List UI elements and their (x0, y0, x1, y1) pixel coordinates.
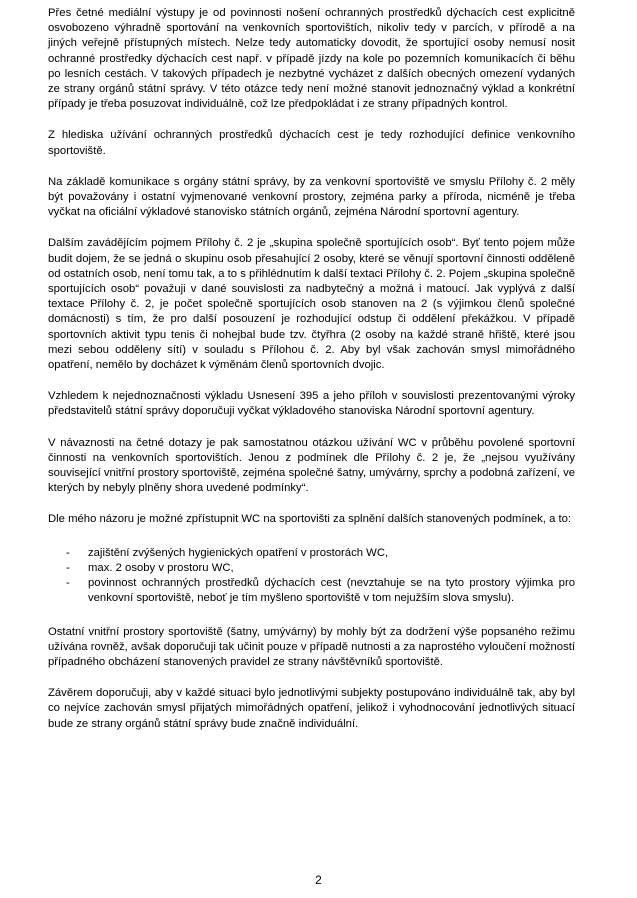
paragraph-resolution-395: Vzhledem k nejednoznačnosti výkladu Usnesení 395 a jeho příloh v souvislosti prezentovanými výroky představitelů státní správy doporučuji vyčkat výkladového stanoviska Národní sportovní agentury. (48, 390, 575, 418)
paragraph-other-indoor-spaces: Ostatní vnitřní prostory sportoviště (šatny, umývárny) by mohly být za dodržení výše popsaného režimu užívána rovněž, avšak doporučuji tak učinit pouze v případě nutnosti a za naprostého vyloučení možností případného obcházení stanovených pravidel ze strany návštěvníků sportoviště. (48, 625, 575, 668)
document-page (48, 6, 575, 748)
list-item (48, 546, 575, 561)
paragraph-state-administration: Na základě komunikace s orgány státní správy, by za venkovní sportoviště ve smyslu Přílohy č. 2 měly být považovány i ostatní vyjmenované venkovní prostory, zejména parky a příroda, nicméně je třeba vyčkat na oficiální výkladové stanovisko státních orgánů, zejména Národní sportovní agentury. (48, 175, 575, 219)
list-item-text: max. 2 osoby v prostoru WC, (88, 561, 234, 574)
list-item-text: povinnost ochranných prostředků dýchacích cest (nevztahuje se na tyto prostory výjimka pro venkovní sportoviště, neboť je tím myšleno sportoviště v tom nejužším slova smyslu). (88, 577, 575, 605)
list-bullet: - (66, 577, 70, 590)
wc-conditions-list (48, 546, 575, 607)
list-bullet: - (66, 561, 70, 574)
paragraph-wc-usage: V návaznosti na četné dotazy je pak samostatnou otázkou užívání WC v průběhu povolené sportovní činnosti na venkovních sportovištích. Jenou z podmínek dle Přílohy č. 2 je, že „nejsou využívány související vnitřní prostory sportoviště, zejména společné šatny, umývárny, sprchy a podobná zařízení, ve kterých by nebyly plněny shora uvedené podmínky“. (48, 436, 576, 495)
paragraph-face-masks-exemption: Přes četné mediální výstupy je od povinnosti nošení ochranných prostředků dýchacích cest explicitně osvobozeno výhradně sportování na venkovních sportovištích, nikoliv tedy v parcích, v přírodě a na jiných veřejně přístupných místech. Nelze tedy automaticky dovodit, že sportující osoby nemusí nosit ochranné prostředky dýchacích cest např. v případě jízdy na kole po pozemních komunikacích či běhu po lesních cestách. V takových případech je nezbytné vycházet z dalších obecných omezení vydaných ze strany orgánů státní správy. V této otázce tedy není možné stanovit jednoznačný výklad a konkrétní případy je třeba posuzovat individuálně, což lze předpokládat i ze strany případných kontrol. (48, 7, 575, 111)
paragraph-group-of-athletes: Dalším zavádějícím pojmem Přílohy č. 2 je „skupina společně sportujících osob“. Byť tento pojem může budit dojem, že se jedná o skupinu osob přesahující 2 osoby, které se věnují sportovní činnosti odděleně od ostatních osob, není tomu tak, a to s přihlédnutím k další textaci Přílohy č. 2. Pojem „skupina společně sportujících osob“ považuji v dané souvislosti za nadbytečný a možná i matoucí. Jak vyplývá z další textace Přílohy č. 2, je počet společně sportujících osob stanoven na 2 (s výjimkou členů společné domácnosti) s tím, že pro další posouzení je rozhodující odstup či oddělení překážkou. V případě sportovních aktivit typu tenis či nohejbal bude tzv. čtyřhra (2 osoby na každé straně hřiště, které jsou mezi sebou odděleny sítí) v souladu s Přílohou č. 2. Aby byl však zachován smysl mimořádného opatření, nemělo by docházet k výměnám členů sportovních dvojic. (48, 237, 575, 372)
list-item (48, 561, 575, 576)
paragraph-outdoor-sports-definition: Z hlediska užívání ochranných prostředků dýchacích cest je tedy rozhodující definice venkovního sportoviště. (48, 129, 575, 157)
list-item-text: zajištění zvýšených hygienických opatření v prostorách WC, (88, 546, 389, 559)
list-item (48, 576, 575, 606)
page-number: 2 (315, 873, 322, 887)
paragraph-conclusion: Závěrem doporučuji, aby v každé situaci bylo jednotlivými subjekty postupováno individuálně tak, aby byl co nejvíce zachován smysl přijatých mimořádných opatření, jelikož i vyhodnocování jednotlivých situací bude ze strany orgánů státní správy bude značně individuální. (48, 687, 575, 730)
paragraph-wc-conditions-intro: Dle mého názoru je možné zpřístupnit WC na sportovišti za splnění dalších stanovených podmínek, a to: (48, 513, 572, 526)
list-bullet: - (66, 546, 70, 559)
